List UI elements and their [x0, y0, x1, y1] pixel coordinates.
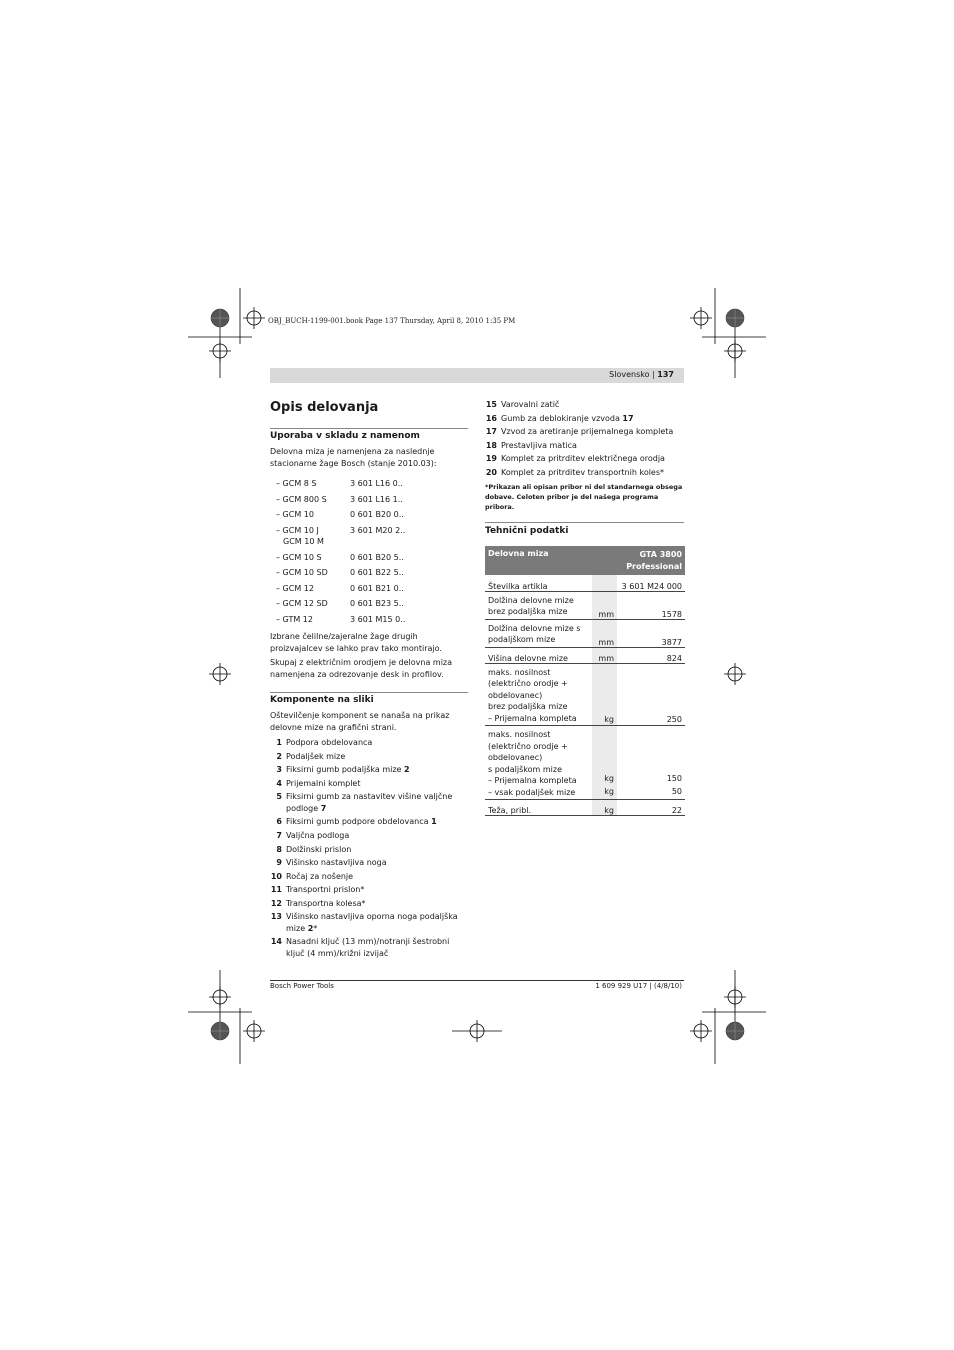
section-title: Opis delovanja [270, 400, 379, 415]
table-header-cell: GTA 3800 Professional [617, 546, 685, 575]
page-number: 137 [657, 370, 674, 379]
accessory-note: *Prikazan ali opisan pribor ni del standarnega obsega dobave. Celoten pribor je del našega programa pribora. [485, 483, 683, 511]
component-list-continued: 15 Varovalni zatič 16 Gumb za deblokiranje vzvoda 17 17 Vzvod za aretiranje prijemalnega kompleta 18 Prestavljiva matica 19 Komplet za pritrditev električnega orodja 20 Komplet za pritrditev transportnih koles* [485, 400, 674, 477]
header-language: Slovensko [609, 370, 650, 379]
model-list: – GCM 8 S 3 601 L16 0.. – GCM 800 S 3 601 L16 1.. – GCM 10 0 601 B20 0.. – GCM 10 J 3 601 M20 2.. GCM 10 M – GCM 10 S 0 601 B20 5.. – GCM 10 SD 0 601 B22 5.. – GCM 12 0 601 B21 0.. – GCM 12 SD 0 601 B23 5.. – GTM 12 3 601 M15 0.. [276, 479, 406, 624]
footer-divider [270, 980, 684, 981]
footer-doc-number: 1 609 929 U17 | (4/8/10) [595, 982, 682, 990]
divider [270, 692, 468, 693]
table-header-cell: Delovna miza [485, 546, 592, 575]
table-row: Dolžina delovne mize brez podaljška mize mm 1578 [485, 591, 685, 619]
tech-data-heading: Tehnični podatki [485, 526, 569, 536]
table-row: Dolžina delovne mize s podaljškom mize mm 3877 [485, 619, 685, 647]
divider [270, 428, 468, 429]
divider [485, 522, 684, 523]
header-separator: | [652, 370, 655, 379]
table-row: maks. nosilnost (električno orodje + obdelovanec) brez podaljška mize – Prijemalna kompleta kg 250 [485, 663, 685, 726]
paragraph-other-saws: Izbrane čelilne/zajeralne žage drugih proizvajalcev se lahko prav tako montirajo. [270, 632, 442, 653]
list-item: 13 Višinsko nastavljiva oporna noga podaljška mize 2* [270, 912, 458, 933]
components-heading: Komponente na sliki [270, 695, 374, 705]
component-list: 1 Podpora obdelovanca 2 Podaljšek mize 3 Fiksirni gumb podaljška mize 2 4 Prijemalni komplet 5 Fiksirni gumb za nastavitev višine valjčne podloge 7 6 Fiksirni gumb podpore obdelovanca 1 7 Valjčna podloga 8 Dolžinski prislon 9 Višinsko nastavljiva noga 10 Ročaj za nošenje 11 Transportni prislon* 12 Transportna kolesa* 13 Višinsko nastavljiva oporna noga podaljška mize 2* 14 Nasadni ključ (13 mm)/notranji šestrobni ključ (4 mm)/križni izvijač [270, 737, 470, 962]
intended-use-intro: Delovna miza je namenjena za naslednje stacionarne žage Bosch (stanje 2010.03): [270, 447, 437, 468]
header-text [609, 370, 674, 379]
print-job-line: OBJ_BUCH-1199-001.book Page 137 Thursday, April 8, 2010 1:35 PM [268, 317, 516, 325]
components-intro: Oštevilčenje komponent se nanaša na prikaz delovne mize na grafični strani. [270, 711, 450, 732]
list-item: 14 Nasadni ključ (13 mm)/notranji šestrobni ključ (4 mm)/križni izvijač [270, 937, 450, 958]
paragraph-purpose: Skupaj z električnim orodjem je delovna miza namenjena za odrezovanje desk in profilov. [270, 658, 453, 679]
table-row: Višina delovne mize mm 824 [485, 647, 685, 663]
table-row: Teža, pribl. kg 22 [485, 800, 685, 816]
table-row: Številka artikla 3 601 M24 000 [485, 575, 685, 591]
footer-publisher: Bosch Power Tools [270, 982, 334, 990]
table-header-row [485, 546, 685, 575]
table-row: maks. nosilnost (električno orodje + obdelovanec) s podaljškom mize – Prijemalna kompleta – vsak podaljšek mize kg kg 150 50 [485, 726, 685, 800]
intended-use-heading: Uporaba v skladu z namenom [270, 431, 420, 441]
page-header [270, 368, 684, 383]
list-item: 5 Fiksirni gumb za nastavitev višine valjčne podloge 7 [276, 792, 453, 813]
tech-data-table [485, 546, 685, 816]
